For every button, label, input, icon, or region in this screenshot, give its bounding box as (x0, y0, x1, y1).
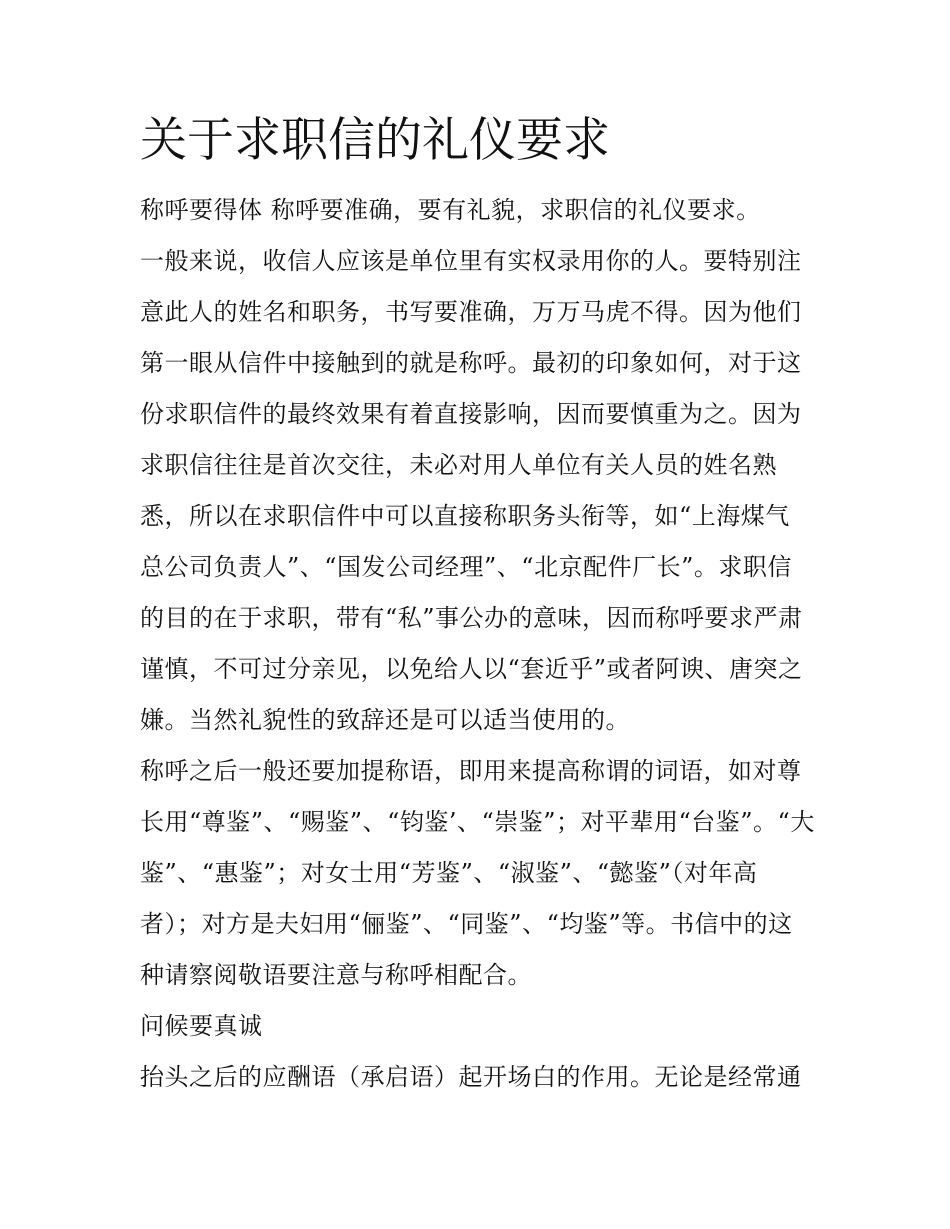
document-page (140, 112, 820, 1103)
text-line: 谨慎，不可过分亲见，以免给人以“套近乎”或者阿谀、唐突之 (140, 654, 803, 683)
text-line: 鉴”、“惠鉴”；对女士用“芳鉴”、“淑鉴”、“懿鉴”（对年高 (140, 858, 758, 887)
paragraph-recipient (140, 236, 820, 746)
text-line: 嫌。当然礼貌性的致辞还是可以适当使用的。 (140, 705, 630, 734)
text-line: 种请察阅敬语要注意与称呼相配合。 (140, 960, 532, 989)
text-line: 意此人的姓名和职务，书写要准确，万万马虎不得。因为他们 (140, 297, 802, 326)
paragraph-salutation-intro (140, 185, 820, 236)
text-line: 第一眼从信件中接触到的就是称呼。最初的印象如何，对于这 (140, 348, 802, 377)
paragraph-honorifics (140, 746, 820, 1001)
section-heading-greeting (140, 1001, 820, 1052)
text-line: 问候要真诚 (140, 1011, 263, 1040)
text-line: 抬头之后的应酬语（承启语）起开场白的作用。无论是经常通 (140, 1062, 802, 1091)
text-line: 总公司负责人”、“国发公司经理”、“北京配件厂长”。求职信 (140, 552, 792, 581)
text-line: 者）；对方是夫妇用“俪鉴”、“同鉴”、“均鉴”等。书信中的这 (140, 909, 793, 938)
text-line: 的目的在于求职，带有“私”事公办的意味，因而称呼要求严肃 (140, 603, 803, 632)
text-line: 悉，所以在求职信件中可以直接称职务头衔等，如“上海煤气 (140, 501, 790, 530)
text-line: 份求职信件的最终效果有着直接影响，因而要慎重为之。因为 (140, 399, 802, 428)
paragraph-opening (140, 1052, 820, 1103)
text-line: 称呼要得体 称呼要准确，要有礼貌，求职信的礼仪要求。 (140, 195, 761, 224)
text-line: 长用“尊鉴”、“赐鉴”、“钧鉴’、“崇鉴”；对平辈用“台鉴”。“大 (140, 807, 815, 836)
text-line: 称呼之后一般还要加提称语，即用来提高称谓的词语，如对尊 (140, 756, 802, 785)
text-line: 求职信往往是首次交往，未必对用人单位有关人员的姓名熟 (140, 450, 777, 479)
document-title: 关于求职信的礼仪要求 (140, 113, 610, 168)
text-line: 一般来说，收信人应该是单位里有实权录用你的人。要特别注 (140, 246, 802, 275)
